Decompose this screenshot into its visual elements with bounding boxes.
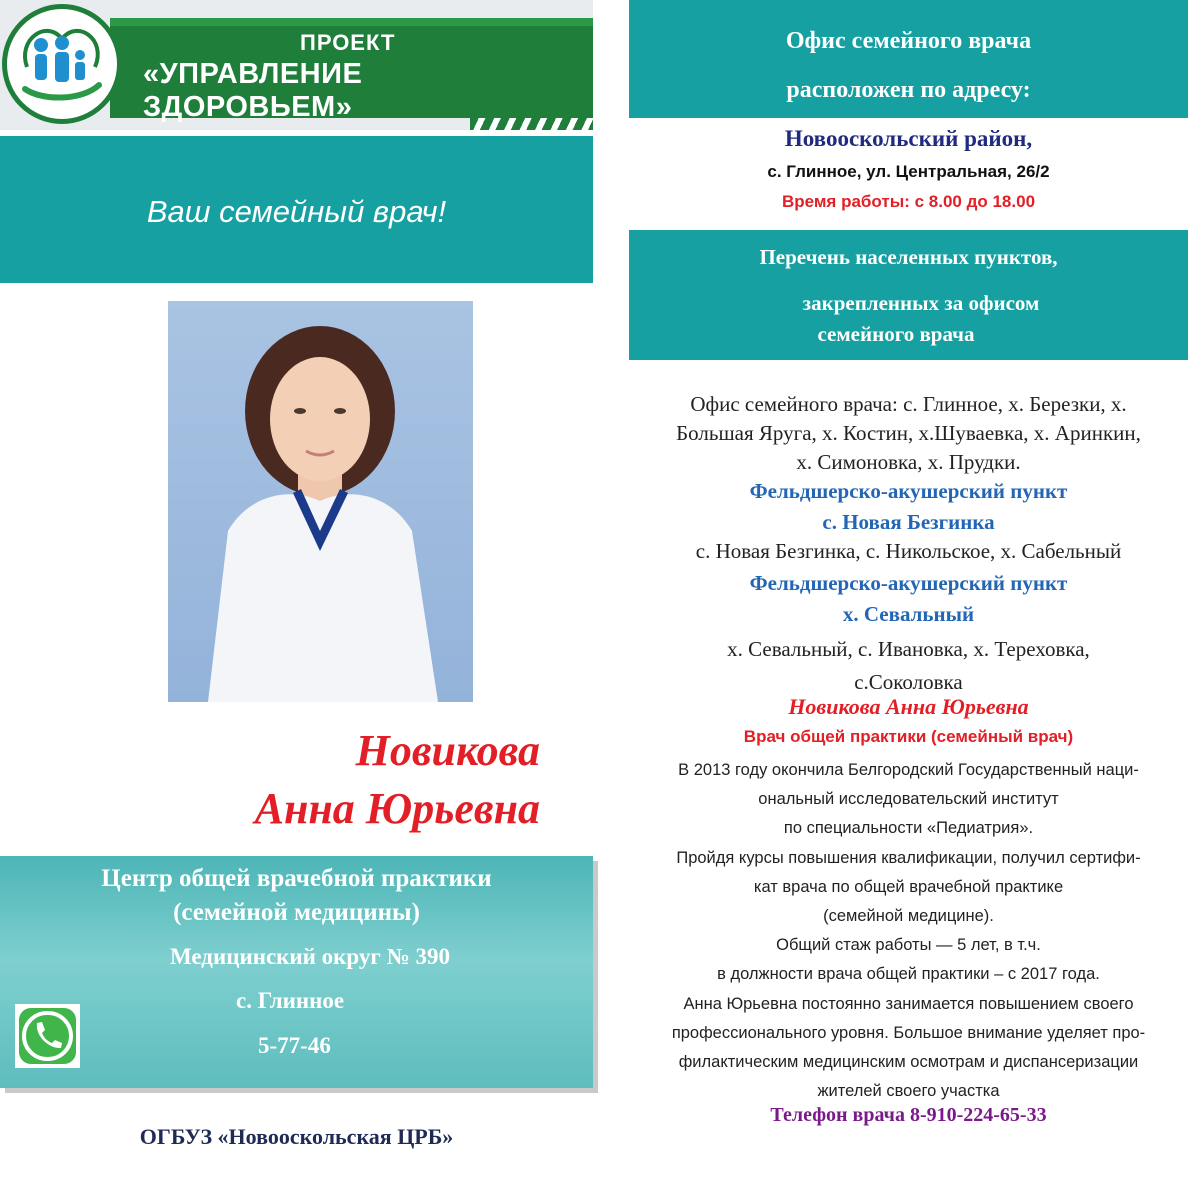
fap2-line1: Фельдшерско-акушерский пункт xyxy=(749,571,1068,595)
center-phone: 5-77-46 xyxy=(258,1033,331,1058)
fap1-settlements: с. Новая Безгинка, с. Никольское, х. Сабельный xyxy=(695,539,1122,563)
bio-line: филактическим медицинским осмотрам и диспансеризации xyxy=(678,1053,1139,1072)
bio-line: (семейной медицине). xyxy=(823,907,994,926)
doctor-photo xyxy=(168,301,473,702)
doctor-surname: Новикова xyxy=(355,726,540,775)
fap1-line1: Фельдшерско-акушерский пункт xyxy=(749,479,1068,503)
office-title xyxy=(629,17,1188,115)
greeting-text: Ваш семейный врач! xyxy=(146,194,447,229)
phone-icon xyxy=(15,1004,80,1068)
fap2-settlements-line2: с.Соколовка xyxy=(854,670,963,694)
center-title-line1: Центр общей врачебной практики xyxy=(101,865,492,892)
bio-line: Анна Юрьевна постоянно занимается повышением своего xyxy=(683,994,1134,1013)
fap2-settlements xyxy=(629,633,1188,699)
banner-title-line1: ПРОЕКТ xyxy=(300,30,396,55)
bio-line: профессионального уровня. Большое внимание уделяет про- xyxy=(671,1023,1146,1042)
settlements-title xyxy=(629,288,1190,350)
bio-line: Общий стаж работы — 5 лет, в т.ч. xyxy=(776,936,1041,955)
fap2-settlements-line1: х. Севальный, с. Ивановка, х. Тереховка, xyxy=(727,637,1090,661)
doctor-phone: Телефон врача 8-910-224-65-33 xyxy=(770,1104,1047,1126)
office-settlements-line2: Большая Яруга, х. Костин, х.Шуваевка, х. Аринкин, xyxy=(676,421,1141,445)
fap-sevalny-heading xyxy=(629,568,1188,630)
medical-district: Медицинский округ № 390 xyxy=(170,944,450,969)
office-settlements-line1: Офис семейного врача: с. Глинное, х. Березки, х. xyxy=(690,392,1127,416)
office-region: Новооскольский район, xyxy=(784,126,1033,151)
bio-line: Пройдя курсы повышения квалификации, получил сертифи- xyxy=(676,848,1141,867)
family-logo-icon xyxy=(2,4,122,124)
settlements-title-line1: Перечень населенных пунктов, xyxy=(759,245,1058,269)
office-hours: Время работы: с 8.00 до 18.00 xyxy=(781,192,1036,211)
office-title-line2: расположен по адресу: xyxy=(786,77,1031,103)
bio-line: по специальности «Педиатрия». xyxy=(783,819,1034,838)
fap2-line2: х. Севальный xyxy=(842,602,975,626)
doctor-name: Новикова Анна Юрьевна xyxy=(788,694,1029,719)
office-title-line1: Офис семейного врача xyxy=(785,28,1032,54)
center-title xyxy=(0,862,593,930)
doctor-bio xyxy=(629,756,1188,1106)
organization-name: ОГБУЗ «Новооскольская ЦРБ» xyxy=(139,1124,454,1149)
bio-line: ональный исследовательский институт xyxy=(758,790,1059,809)
bio-line: в должности врача общей практики – с 2017 года. xyxy=(717,965,1100,984)
office-settlements xyxy=(629,390,1188,477)
doctor-name-large xyxy=(60,722,540,838)
center-village: с. Глинное xyxy=(236,988,345,1013)
office-settlements-line3: х. Симоновка, х. Прудки. xyxy=(796,450,1021,474)
fap-new-bezginka-heading xyxy=(629,476,1188,538)
doctor-given-names: Анна Юрьевна xyxy=(254,784,540,833)
bio-line: кат врача по общей врачебной практике xyxy=(753,877,1064,896)
doctor-role: Врач общей практики (семейный врач) xyxy=(743,727,1074,746)
settlements-title-line3: семейного врача xyxy=(817,322,975,346)
bio-line: жителей своего участка xyxy=(817,1082,1000,1101)
office-street: с. Глинное, ул. Центральная, 26/2 xyxy=(767,162,1050,181)
banner-title-line2: «УПРАВЛЕНИЕ ЗДОРОВЬЕМ» xyxy=(143,58,363,123)
settlements-title-line2: закрепленных за офисом xyxy=(802,291,1040,315)
bio-line: В 2013 году окончила Белгородский Государственный наци- xyxy=(678,761,1139,779)
fap1-line2: с. Новая Безгинка xyxy=(822,510,995,534)
center-title-line2: (семейной медицины) xyxy=(173,899,420,926)
